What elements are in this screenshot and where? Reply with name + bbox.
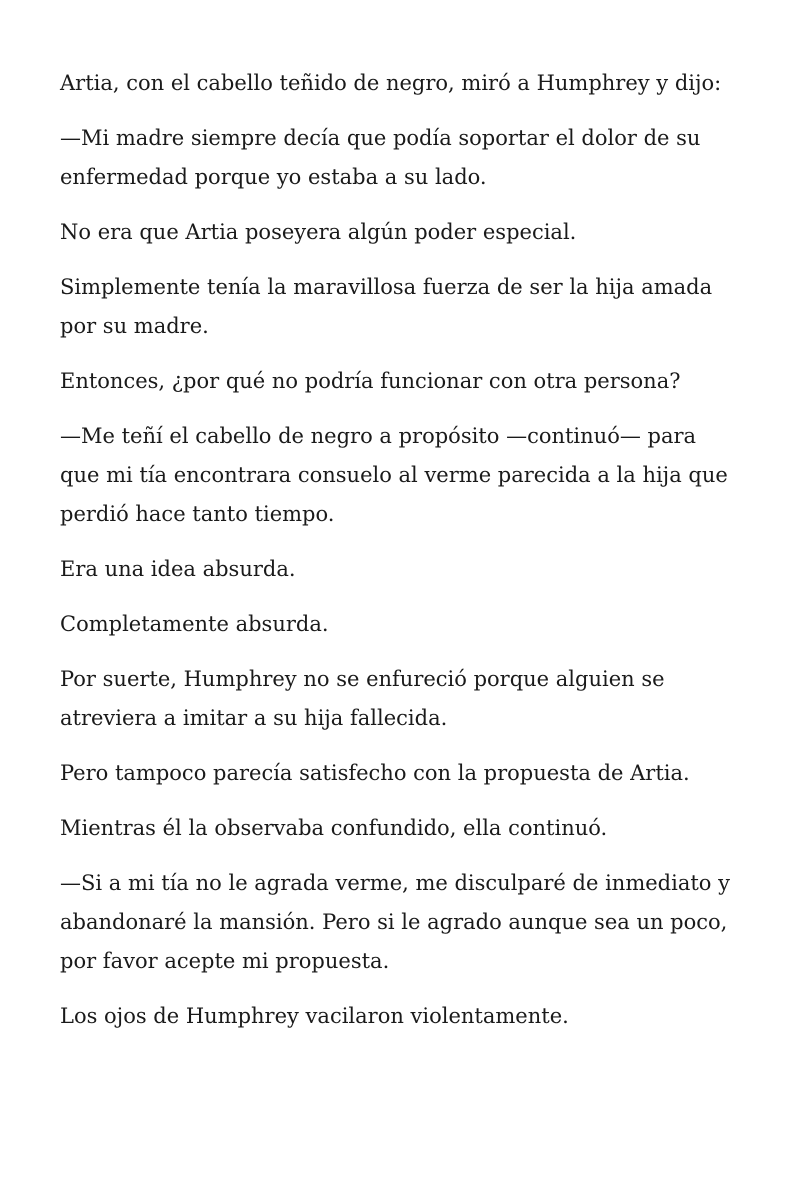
paragraph: Simplemente tenía la maravillosa fuerza de ser la hija amada por su madre. <box>60 275 713 338</box>
paragraph: Completamente absurda. <box>60 612 329 636</box>
paragraph: Por suerte, Humphrey no se enfureció porque alguien se atreviera a imitar a su hija fallecida. <box>60 667 665 730</box>
paragraph: Pero tampoco parecía satisfecho con la propuesta de Artia. <box>60 761 690 785</box>
paragraph: No era que Artia poseyera algún poder especial. <box>60 220 577 244</box>
document-page <box>60 64 740 1052</box>
paragraph: Artia, con el cabello teñido de negro, miró a Humphrey y dijo: <box>60 71 722 95</box>
paragraph: Mientras él la observaba confundido, ella continuó. <box>60 816 608 840</box>
paragraph: Era una idea absurda. <box>60 557 296 581</box>
paragraph: —Si a mi tía no le agrada verme, me disculparé de inmediato y abandonaré la mansión. Pero si le agrado aunque sea un poco, por favor acepte mi propuesta. <box>60 871 730 973</box>
paragraph: Los ojos de Humphrey vacilaron violentamente. <box>60 1004 569 1028</box>
paragraph: —Me teñí el cabello de negro a propósito —continuó— para que mi tía encontrara consuelo al verme parecida a la hija que perdió hace tanto tiempo. <box>60 424 728 526</box>
paragraph: —Mi madre siempre decía que podía soportar el dolor de su enfermedad porque yo estaba a su lado. <box>60 126 701 189</box>
paragraph: Entonces, ¿por qué no podría funcionar con otra persona? <box>60 369 681 393</box>
